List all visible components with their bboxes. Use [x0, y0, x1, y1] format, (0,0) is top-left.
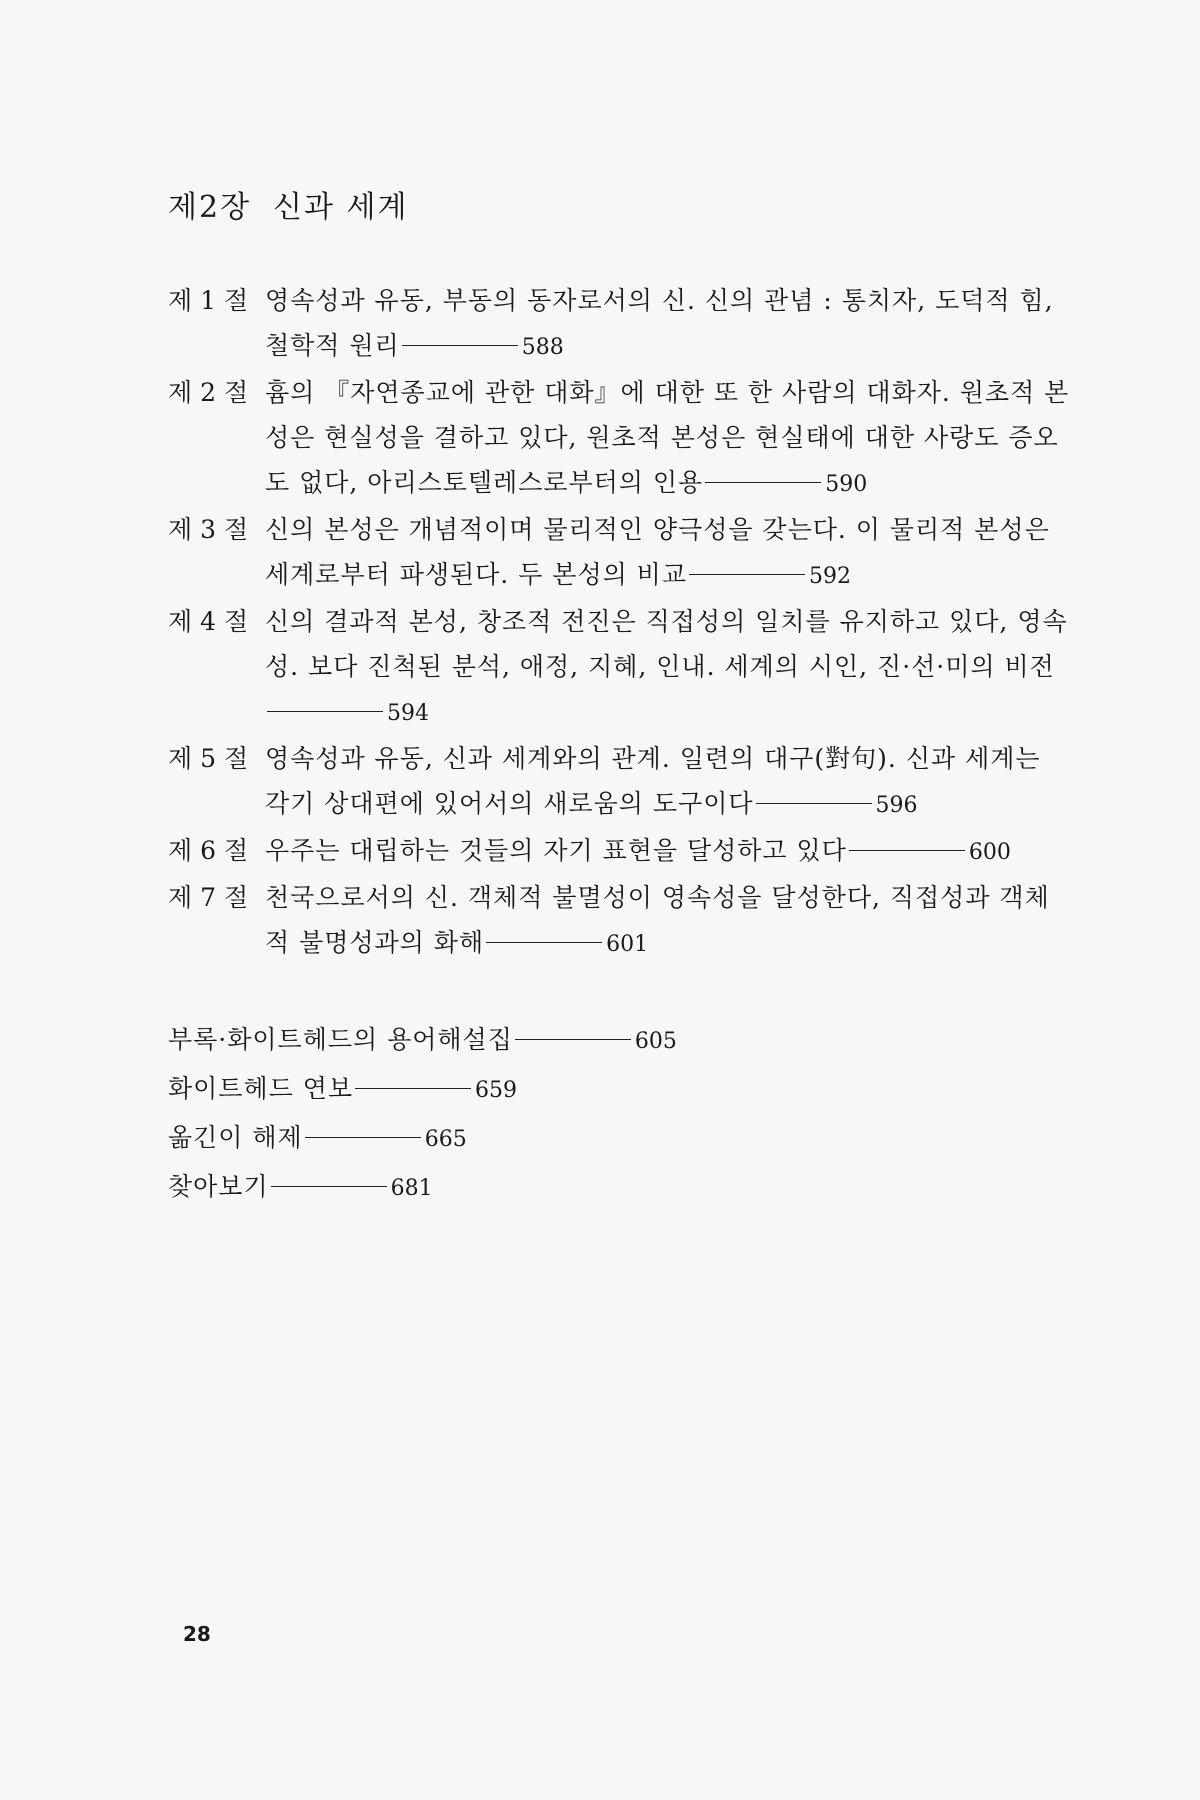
- section-entry: [265, 278, 1073, 370]
- section-entry: [265, 507, 1073, 599]
- section-label: 제 7 절: [168, 883, 249, 912]
- chapter-title: 신과 세계: [273, 190, 409, 225]
- section-label: 제 1 절: [168, 286, 249, 315]
- section-text: 신의 결과적 본성, 창조적 전진은 직접성의 일치를 유지하고 있다, 영속성. 보다 진척된 분석, 애정, 지혜, 인내. 세계의 시인, 진·선·미의 비전: [265, 607, 1068, 681]
- appendix-title: 찾아보기: [168, 1172, 269, 1201]
- section-page-number: 600: [968, 840, 1011, 865]
- section-label: 제 3 절: [168, 515, 249, 544]
- appendix-page-number: 665: [424, 1127, 467, 1152]
- toc-section-7: [168, 875, 1073, 967]
- leader-dash: [756, 803, 872, 804]
- appendix-title: 부록·화이트헤드의 용어해설집: [168, 1025, 513, 1054]
- appendix-page-number: 681: [390, 1176, 433, 1201]
- section-text: 영속성과 유동, 부동의 동자로서의 신. 신의 관념 : 통치자, 도덕적 힘, 철학적 원리: [265, 286, 1054, 360]
- appendix-entry: [168, 1114, 868, 1163]
- section-text: 우주는 대립하는 것들의 자기 표현을 달성하고 있다: [265, 836, 847, 865]
- leader-dash: [486, 942, 602, 943]
- toc-section-6: [168, 828, 1073, 875]
- leader-dash: [355, 1088, 471, 1089]
- leader-dash: [705, 482, 821, 483]
- section-label: 제 5 절: [168, 744, 249, 773]
- appendix-entry: [168, 1163, 868, 1212]
- leader-dash: [515, 1039, 631, 1040]
- chapter-heading: [168, 182, 409, 226]
- toc-section-2: [168, 370, 1073, 507]
- section-label: 제 2 절: [168, 378, 249, 407]
- section-page-number: 596: [875, 793, 918, 818]
- toc-section-3: [168, 507, 1073, 599]
- leader-dash: [689, 574, 805, 575]
- section-page-number: 588: [521, 335, 564, 360]
- section-label: 제 4 절: [168, 607, 249, 636]
- section-entry: [265, 736, 1073, 828]
- appendix-page-number: 659: [475, 1078, 517, 1103]
- appendix-entry: [168, 1016, 868, 1065]
- section-entry: [265, 828, 1073, 875]
- chapter-number: 제2장: [168, 190, 252, 225]
- section-text: 흄의 『자연종교에 관한 대화』에 대한 또 한 사람의 대화자. 원초적 본성은 현실성을 결하고 있다, 원초적 본성은 현실태에 대한 사랑도 증오도 없다, 아리스토텔레스로부터의 인용: [265, 378, 1070, 497]
- section-label: 제 6 절: [168, 836, 249, 865]
- toc-section-4: [168, 599, 1073, 736]
- leader-dash: [849, 850, 965, 851]
- leader-dash: [267, 711, 383, 712]
- toc-section-5: [168, 736, 1073, 828]
- section-page-number: 594: [387, 701, 429, 726]
- section-page-number: 592: [809, 564, 851, 589]
- leader-dash: [402, 345, 518, 346]
- section-entry: [265, 370, 1073, 507]
- section-entry: [265, 875, 1073, 967]
- appendix-entry: [168, 1065, 868, 1114]
- appendix-title: 옮긴이 해제: [168, 1123, 303, 1152]
- section-list: [168, 278, 1073, 967]
- appendix-page-number: 605: [634, 1029, 677, 1054]
- appendix-list: [168, 1016, 868, 1212]
- section-page-number: 590: [825, 472, 868, 497]
- appendix-title: 화이트헤드 연보: [168, 1074, 353, 1103]
- leader-dash: [271, 1186, 387, 1187]
- section-text: 신의 본성은 개념적이며 물리적인 양극성을 갖는다. 이 물리적 본성은 세계로부터 파생된다. 두 본성의 비교: [265, 515, 1050, 589]
- section-text: 천국으로서의 신. 객체적 불멸성이 영속성을 달성한다, 직접성과 객체적 불명성과의 화해: [265, 883, 1050, 957]
- page-number: 28: [183, 1622, 211, 1646]
- section-entry: [265, 599, 1073, 736]
- section-text: 영속성과 유동, 신과 세계와의 관계. 일련의 대구(對句). 신과 세계는 각기 상대편에 있어서의 새로움의 도구이다: [265, 744, 1041, 818]
- section-page-number: 601: [606, 932, 649, 957]
- toc-section-1: [168, 278, 1073, 370]
- leader-dash: [305, 1137, 421, 1138]
